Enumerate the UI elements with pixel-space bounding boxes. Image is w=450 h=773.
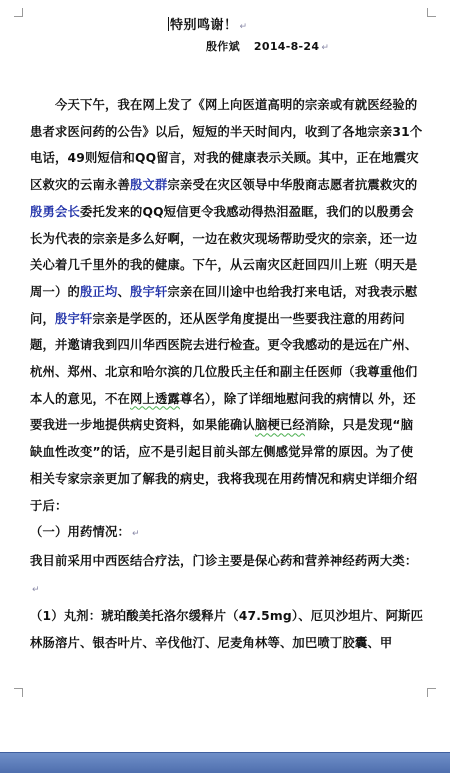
heading-text: （一）用药情况： — [30, 525, 130, 540]
highlighted-name: 殷宇轩 — [55, 311, 93, 326]
crop-mark-top-right — [427, 8, 436, 17]
text-run: 我目前采用中西医结合疗法，门诊主要是保心药和营养神经药两大类： — [30, 553, 418, 568]
paragraph-mark-icon: ↵ — [131, 529, 140, 540]
title-text: 特别鸣谢！ — [170, 18, 238, 33]
paragraph-mark-icon: ↵ — [32, 584, 40, 595]
text-run: 、 — [117, 284, 130, 299]
paragraph-2 — [30, 548, 425, 603]
paragraph-1 — [30, 92, 425, 519]
author-name: 殷作斌 — [206, 40, 240, 53]
document-date: 2014-8-24 — [253, 40, 320, 53]
byline — [206, 38, 329, 54]
text-run: 今天下午，我在网上发了《网上向医道高明的宗亲或有就医经验的患者求医问药的公告》以后，短短的半天时间内，收到了各地宗亲31个电话，49则短信和QQ留言，对我的健康表示关顾。其中，正在地震灾区救灾的云南永善 — [30, 98, 423, 193]
document-title[interactable] — [168, 14, 248, 33]
crop-mark-bottom-left — [14, 688, 23, 697]
paragraph-mark-icon: ↵ — [321, 43, 330, 53]
status-bar — [0, 752, 450, 773]
spellcheck-underlined-text: 网上透露 — [129, 391, 180, 406]
text-run: 委托发来的QQ短信更令我感动得热泪盈眶，我们的以殷勇会长为代表的宗亲是多么好啊，一边在救灾现场帮助受灾的宗亲，还一边关心着几千里外的我的健康。下午，从云南灾区赶回四川上班（明天是周一）的 — [30, 204, 418, 299]
spellcheck-underlined-text: 脑梗已经 — [254, 418, 305, 433]
paragraph-mark-icon: ↵ — [239, 22, 248, 32]
text-run: 宗亲在回川途中也给我打来电话，对我表示慰问， — [30, 284, 418, 326]
document-body[interactable] — [30, 92, 425, 657]
highlighted-name: 殷勇会长 — [30, 204, 80, 219]
highlighted-name: 殷宇轩 — [130, 284, 168, 299]
crop-mark-bottom-right — [427, 688, 436, 697]
text-run: 宗亲受在灾区领导中华殷商志愿者抗震救灾的 — [167, 178, 418, 193]
text-run: 尊名），除了详细地慰问我的病情以 外，还要我进一步地提供病史资料，如果能确认 — [30, 391, 416, 433]
highlighted-name: 殷文群 — [129, 178, 168, 193]
text-cursor — [168, 17, 169, 31]
paragraph-3 — [30, 603, 425, 656]
section-heading — [30, 519, 425, 548]
text-run: 消除，只是发现“脑缺血性改变”的话，应不是引起目前头部左侧感觉异常的原因。为了使相关专家宗亲更加了解我的病史，我将我现在用药情况和病史详细介绍于后： — [30, 418, 418, 513]
highlighted-name: 殷正均 — [80, 284, 118, 299]
text-run: 宗亲是学医的，还从医学角度提出一些要我注意的用药问题，并邀请我到四川华西医院去进行检查。更令我感动的是远在广州、杭州、郑州、北京和哈尔滨的几位殷氏主任和副主任医师（我尊重他们本人的意见，不在 — [30, 311, 418, 406]
text-run: （1）丸剂：琥珀酸美托洛尔缓释片（47.5mg）、厄贝沙坦片、阿斯匹林肠溶片、银杏叶片、辛伐他汀、尼麦角林等、加巴喷丁胶囊、甲 — [30, 609, 424, 651]
crop-mark-top-left — [14, 8, 23, 17]
